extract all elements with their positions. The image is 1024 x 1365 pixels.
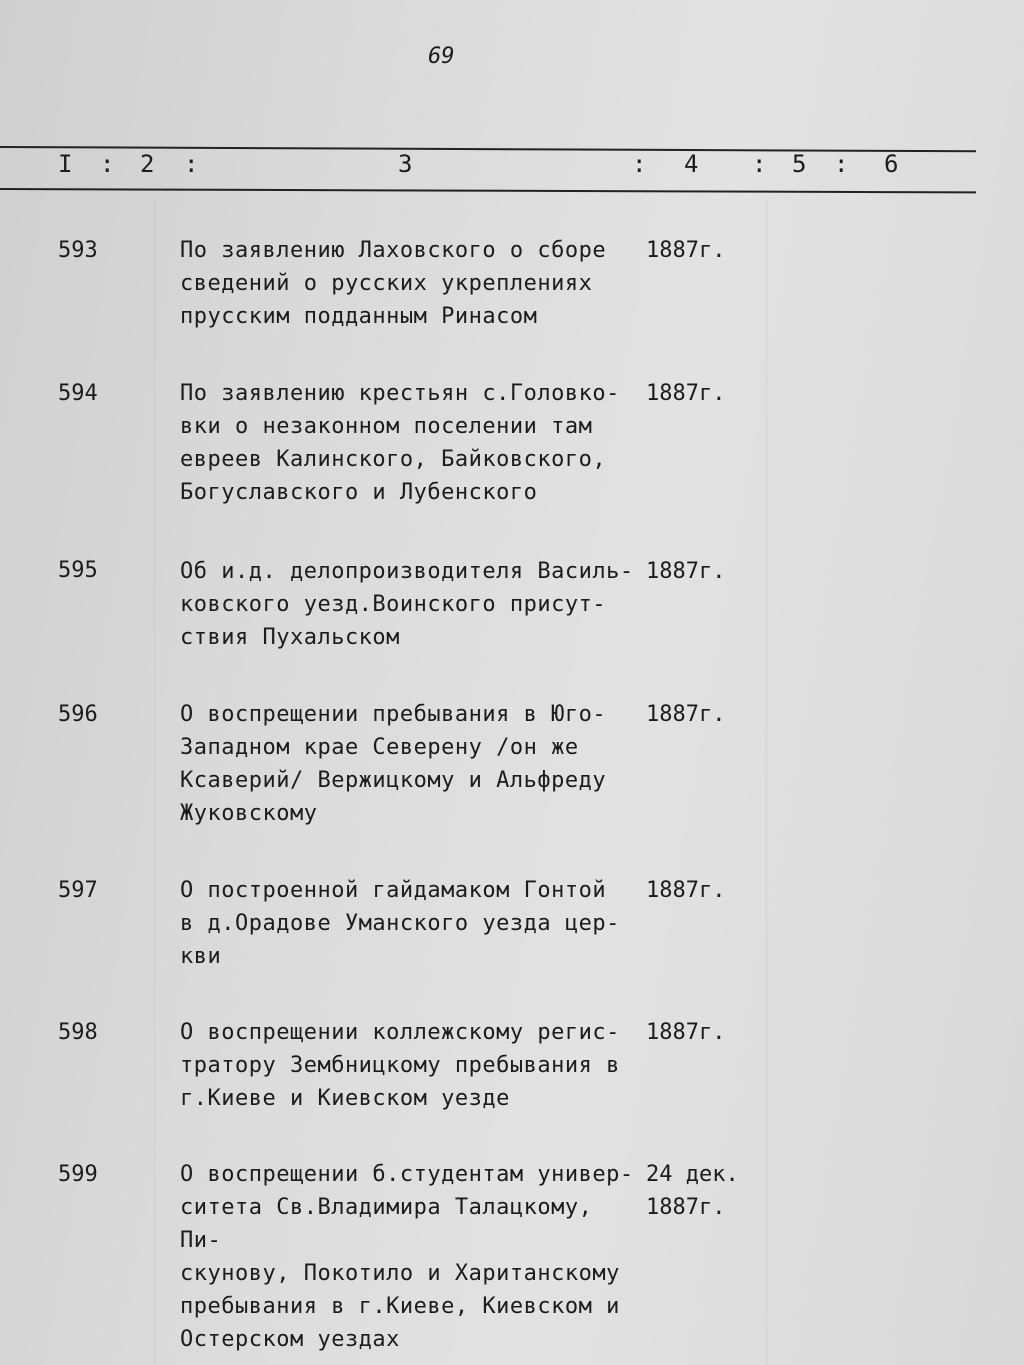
entry-number: 593	[58, 238, 98, 263]
column-separator: :	[632, 150, 647, 178]
entry-title: По заявлению Лаховского о сборе сведений о русских укреплениях прусским подданным Ринасом	[180, 238, 607, 329]
entry-date: 1887г.	[646, 381, 726, 406]
column-separator: :	[100, 150, 115, 178]
entry-number: 597	[58, 878, 98, 903]
entry-date: 1887г.	[646, 1020, 726, 1045]
column-header-1: I	[58, 150, 73, 178]
entry-title: О воспрещении б.студентам универ- ситета Св.Владимира Талацкому, Пи- скунову, Покотило и Хаританскому пребывания в г.Киеве, Киевском и Остерском уездах	[180, 1162, 634, 1352]
entry-title: О воспрещении коллежскому регис- тратору Зембницкому пребывания в г.Киеве и Киевском уезде	[180, 1020, 620, 1111]
entry-date: 1887г.	[646, 559, 726, 584]
column-separator: :	[834, 150, 849, 178]
column-separator: :	[184, 150, 199, 178]
ghost-column-line	[154, 200, 155, 1365]
entry-number: 598	[58, 1020, 98, 1045]
entry-date: 1887г.	[646, 878, 726, 903]
ghost-column-line	[766, 200, 767, 1365]
table-bottom-rule	[0, 188, 976, 193]
entry-date: 1887г.	[646, 702, 726, 727]
entry-title: Об и.д. делопроизводителя Василь- ковского уезд.Воинского присут- ствия Пухальском	[180, 559, 634, 650]
column-header-5: 5	[792, 150, 807, 178]
column-header-3: 3	[398, 150, 413, 178]
column-header-4: 4	[684, 150, 699, 178]
page-number: 69	[428, 44, 455, 69]
entry-title: По заявлению крестьян с.Головко- вки о незаконном поселении там евреев Калинского, Байковского, Богуславского и Лубенского	[180, 381, 620, 505]
entry-number: 596	[58, 702, 98, 727]
entry-date: 1887г.	[646, 238, 726, 263]
entry-number: 595	[58, 558, 98, 583]
column-header-2: 2	[140, 150, 155, 178]
column-header-6: 6	[884, 150, 899, 178]
entry-title: О воспрещении пребывания в Юго- Западном крае Северену /он же Ксаверий/ Вержицкому и Альфреду Жуковскому	[180, 702, 607, 826]
entry-date: 24 дек. 1887г.	[646, 1162, 739, 1220]
column-separator: :	[752, 150, 767, 178]
entry-number: 599	[58, 1162, 98, 1187]
entry-title: О построенной гайдамаком Гонтой в д.Орадове Уманского уезда цер- кви	[180, 878, 620, 969]
entry-number: 594	[58, 381, 98, 406]
